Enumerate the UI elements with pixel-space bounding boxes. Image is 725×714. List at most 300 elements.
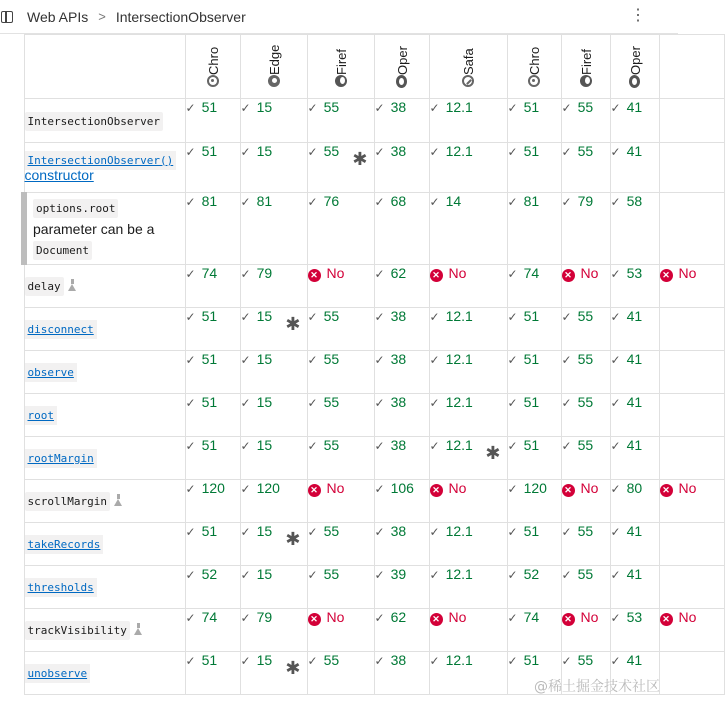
support-cell[interactable] — [561, 523, 610, 566]
check-icon: ✓ — [429, 353, 440, 367]
support-value: 12.1 — [445, 351, 473, 367]
support-cell[interactable] — [561, 99, 610, 143]
check-icon: ✓ — [429, 396, 440, 410]
support-cell[interactable] — [240, 308, 307, 351]
support-value: 15 — [256, 308, 273, 324]
check-icon: ✓ — [307, 439, 318, 453]
support-value: 55 — [577, 394, 594, 410]
feature-link[interactable]: thresholds — [25, 578, 97, 597]
support-cell[interactable] — [307, 652, 374, 695]
support-cell[interactable] — [240, 523, 307, 566]
support-value: 38 — [390, 143, 407, 159]
support-cell[interactable] — [610, 437, 659, 480]
support-cell[interactable] — [507, 523, 561, 566]
check-icon: ✓ — [507, 482, 518, 496]
check-icon: ✓ — [307, 396, 318, 410]
support-cell[interactable] — [374, 394, 429, 437]
check-icon: ✓ — [507, 654, 518, 668]
table-row — [24, 394, 724, 437]
support-cell[interactable] — [610, 308, 659, 351]
support-cell[interactable] — [659, 609, 724, 652]
support-value: 55 — [323, 143, 340, 159]
support-value: 120 — [201, 480, 225, 496]
support-value: 55 — [323, 351, 340, 367]
check-icon: ✓ — [610, 482, 621, 496]
support-value: 38 — [390, 394, 407, 410]
support-cell[interactable] — [507, 394, 561, 437]
feature-cell — [24, 566, 185, 609]
check-icon: ✓ — [610, 310, 621, 324]
check-icon: ✓ — [507, 353, 518, 367]
footnote-asterisk-icon: ✱ — [285, 529, 301, 549]
support-cell[interactable] — [429, 193, 507, 265]
support-cell[interactable] — [659, 308, 724, 351]
browser-header-5 — [507, 35, 561, 99]
breadcrumb-web-apis[interactable]: Web APIs — [27, 8, 89, 25]
support-cell[interactable] — [610, 394, 659, 437]
no-support-icon: ✕ — [660, 269, 673, 282]
support-cell[interactable] — [507, 143, 561, 193]
support-cell[interactable] — [185, 351, 240, 394]
support-value: 120 — [256, 480, 280, 496]
browser-header-row — [24, 35, 724, 99]
browser-header-3 — [374, 35, 429, 99]
feature-cell — [24, 609, 185, 652]
feature-cell — [24, 394, 185, 437]
browser-name: Firef — [333, 49, 349, 75]
support-cell[interactable] — [659, 652, 724, 695]
check-icon: ✓ — [374, 310, 385, 324]
support-value: 51 — [523, 351, 540, 367]
check-icon: ✓ — [240, 101, 251, 115]
support-cell[interactable] — [185, 193, 240, 265]
check-icon: ✓ — [561, 568, 572, 582]
table-row — [24, 437, 724, 480]
support-value: 55 — [577, 143, 594, 159]
support-value: 51 — [201, 99, 218, 115]
no-support-icon: ✕ — [660, 613, 673, 626]
support-value: 55 — [577, 566, 594, 582]
check-icon: ✓ — [307, 195, 318, 209]
opera-icon — [629, 75, 640, 88]
table-row — [24, 609, 724, 652]
support-value: 68 — [390, 193, 407, 209]
support-value: 41 — [626, 143, 643, 159]
support-cell[interactable] — [307, 523, 374, 566]
check-icon: ✓ — [610, 267, 621, 281]
support-cell[interactable] — [374, 652, 429, 695]
experimental-flask-icon — [114, 494, 123, 506]
support-value: 55 — [323, 566, 340, 582]
support-cell[interactable] — [429, 437, 507, 480]
browser-name: Chro — [527, 46, 542, 75]
support-value: 12.1 — [445, 394, 473, 410]
browser-name: Oper — [394, 46, 410, 75]
feature-cell — [24, 480, 185, 523]
check-icon: ✓ — [307, 568, 318, 582]
support-cell[interactable] — [374, 99, 429, 143]
feature-name: IntersectionObserver — [25, 112, 163, 131]
support-cell[interactable] — [610, 523, 659, 566]
no-support-icon: ✕ — [308, 484, 321, 497]
support-cell[interactable] — [429, 308, 507, 351]
support-cell[interactable] — [659, 480, 724, 523]
table-row — [24, 193, 724, 265]
feature-link[interactable]: rootMargin — [25, 449, 97, 468]
support-cell[interactable] — [374, 609, 429, 652]
support-cell[interactable] — [561, 193, 610, 265]
support-value: 15 — [256, 351, 273, 367]
support-cell[interactable] — [307, 193, 374, 265]
check-icon: ✓ — [307, 353, 318, 367]
experimental-flask-icon — [134, 623, 143, 635]
support-cell[interactable] — [240, 193, 307, 265]
check-icon: ✓ — [429, 439, 440, 453]
support-value: 15 — [256, 652, 273, 668]
check-icon: ✓ — [240, 310, 251, 324]
support-cell[interactable] — [307, 308, 374, 351]
support-cell[interactable] — [659, 523, 724, 566]
support-cell[interactable] — [185, 99, 240, 143]
support-cell[interactable] — [185, 480, 240, 523]
support-cell[interactable] — [240, 609, 307, 652]
support-cell[interactable] — [374, 351, 429, 394]
table-row — [24, 523, 724, 566]
support-cell[interactable] — [610, 265, 659, 308]
table-row — [24, 351, 724, 394]
check-icon: ✓ — [307, 310, 318, 324]
feature-link[interactable]: IntersectionObserver() — [25, 151, 177, 170]
support-cell[interactable] — [374, 143, 429, 193]
support-value: 55 — [577, 99, 594, 115]
browser-name: Chro — [205, 46, 221, 75]
no-support-icon: ✕ — [562, 484, 575, 497]
support-cell[interactable] — [185, 523, 240, 566]
check-icon: ✓ — [240, 396, 251, 410]
check-icon: ✓ — [374, 439, 385, 453]
support-cell[interactable] — [507, 193, 561, 265]
check-icon: ✓ — [429, 310, 440, 324]
feature-link[interactable]: observe — [25, 363, 77, 382]
support-cell[interactable] — [659, 566, 724, 609]
support-cell[interactable] — [240, 351, 307, 394]
support-cell[interactable] — [659, 265, 724, 308]
no-support-icon: ✕ — [430, 613, 443, 626]
support-cell[interactable] — [561, 308, 610, 351]
check-icon: ✓ — [507, 101, 518, 115]
feature-name: delay — [25, 277, 64, 296]
support-cell[interactable] — [240, 437, 307, 480]
support-cell[interactable] — [507, 265, 561, 308]
support-cell[interactable] — [240, 394, 307, 437]
table-row — [24, 308, 724, 351]
support-value: No — [678, 480, 697, 496]
check-icon: ✓ — [507, 611, 518, 625]
support-cell[interactable] — [659, 143, 724, 193]
support-value: 51 — [523, 394, 540, 410]
check-icon: ✓ — [610, 611, 621, 625]
feature-cell — [24, 99, 185, 143]
support-cell[interactable] — [374, 193, 429, 265]
support-value: 12.1 — [445, 143, 473, 159]
support-cell[interactable] — [659, 193, 724, 265]
feature-cell — [24, 308, 185, 351]
support-value: 55 — [323, 437, 340, 453]
support-cell[interactable] — [374, 265, 429, 308]
browser-compat-table — [21, 34, 725, 695]
check-icon: ✓ — [185, 525, 196, 539]
check-icon: ✓ — [507, 145, 518, 159]
support-value: 62 — [390, 265, 407, 281]
support-cell[interactable] — [429, 652, 507, 695]
support-cell[interactable] — [185, 609, 240, 652]
check-icon: ✓ — [374, 482, 385, 496]
support-value: 38 — [390, 351, 407, 367]
support-value: No — [448, 609, 467, 625]
check-icon: ✓ — [374, 396, 385, 410]
support-value: 51 — [523, 143, 540, 159]
support-cell[interactable] — [507, 609, 561, 652]
support-value: 55 — [323, 394, 340, 410]
check-icon: ✓ — [374, 353, 385, 367]
check-icon: ✓ — [307, 101, 318, 115]
support-cell[interactable] — [507, 351, 561, 394]
feature-name: scrollMargin — [25, 492, 110, 511]
support-cell[interactable] — [429, 480, 507, 523]
check-icon: ✓ — [429, 525, 440, 539]
table-row — [24, 566, 724, 609]
watermark: @稀土掘金技术社区 — [534, 679, 660, 695]
support-value: 79 — [577, 193, 594, 209]
check-icon: ✓ — [561, 101, 572, 115]
check-icon: ✓ — [240, 611, 251, 625]
support-cell[interactable] — [659, 99, 724, 143]
support-cell[interactable] — [374, 523, 429, 566]
support-value: 15 — [256, 523, 273, 539]
support-value: 53 — [626, 265, 643, 281]
support-cell[interactable] — [185, 566, 240, 609]
check-icon: ✓ — [374, 568, 385, 582]
support-cell[interactable] — [185, 308, 240, 351]
check-icon: ✓ — [561, 145, 572, 159]
feature-link-suffix[interactable]: constructor — [24, 166, 94, 183]
support-cell[interactable] — [240, 143, 307, 193]
check-icon: ✓ — [610, 654, 621, 668]
browser-name: Oper — [627, 46, 643, 75]
check-icon: ✓ — [429, 654, 440, 668]
support-cell[interactable] — [561, 566, 610, 609]
support-value: No — [580, 609, 599, 625]
support-cell[interactable] — [185, 265, 240, 308]
support-value: No — [580, 480, 599, 496]
feature-cell — [24, 265, 185, 308]
support-cell[interactable] — [307, 437, 374, 480]
feature-cell — [24, 351, 185, 394]
support-value: 81 — [523, 193, 540, 209]
support-cell[interactable] — [561, 351, 610, 394]
support-cell[interactable] — [185, 437, 240, 480]
support-cell[interactable] — [429, 523, 507, 566]
feature-link[interactable]: disconnect — [25, 320, 97, 339]
support-value: 52 — [201, 566, 218, 582]
chrome-icon — [207, 75, 219, 87]
support-cell[interactable] — [429, 609, 507, 652]
opera-icon — [396, 75, 407, 88]
check-icon: ✓ — [374, 654, 385, 668]
support-cell[interactable] — [507, 99, 561, 143]
check-icon: ✓ — [240, 353, 251, 367]
check-icon: ✓ — [185, 195, 196, 209]
feature-link[interactable]: root — [25, 406, 58, 425]
support-cell[interactable] — [429, 143, 507, 193]
check-icon: ✓ — [185, 439, 196, 453]
footnote-asterisk-icon: ✱ — [485, 443, 501, 463]
support-cell[interactable] — [240, 265, 307, 308]
support-cell[interactable] — [429, 566, 507, 609]
support-cell[interactable] — [610, 351, 659, 394]
support-cell[interactable] — [185, 652, 240, 695]
check-icon: ✓ — [610, 145, 621, 159]
support-cell[interactable] — [240, 566, 307, 609]
support-cell[interactable] — [610, 193, 659, 265]
compat-table-container[interactable] — [21, 34, 697, 698]
support-cell[interactable] — [507, 566, 561, 609]
check-icon: ✓ — [185, 396, 196, 410]
support-cell[interactable] — [374, 566, 429, 609]
support-value: 74 — [523, 609, 540, 625]
header-corner — [24, 35, 185, 99]
support-cell[interactable] — [240, 652, 307, 695]
check-icon: ✓ — [507, 568, 518, 582]
support-value: 38 — [390, 308, 407, 324]
support-cell[interactable] — [429, 265, 507, 308]
check-icon: ✓ — [507, 310, 518, 324]
support-cell[interactable] — [374, 437, 429, 480]
browser-name: Firef — [578, 49, 594, 75]
support-cell[interactable] — [561, 265, 610, 308]
support-cell[interactable] — [561, 437, 610, 480]
support-value: 41 — [626, 523, 643, 539]
support-cell[interactable] — [429, 99, 507, 143]
more-options-icon[interactable]: ⋮ — [630, 7, 646, 24]
support-cell[interactable] — [561, 143, 610, 193]
browser-header-8 — [659, 35, 724, 99]
support-cell[interactable] — [610, 143, 659, 193]
support-cell[interactable] — [307, 394, 374, 437]
feature-cell — [24, 523, 185, 566]
support-cell[interactable] — [561, 609, 610, 652]
check-icon: ✓ — [240, 195, 251, 209]
no-support-icon: ✕ — [562, 613, 575, 626]
check-icon: ✓ — [507, 396, 518, 410]
check-icon: ✓ — [307, 654, 318, 668]
edge-icon — [268, 75, 280, 87]
check-icon: ✓ — [507, 525, 518, 539]
support-cell[interactable] — [307, 143, 374, 193]
support-value: 74 — [201, 265, 218, 281]
support-value: 41 — [626, 351, 643, 367]
support-value: 15 — [256, 437, 273, 453]
support-value: No — [326, 265, 345, 281]
support-value: 15 — [256, 99, 273, 115]
support-cell[interactable] — [429, 394, 507, 437]
feature-name: Document — [33, 241, 92, 260]
support-value: 55 — [323, 652, 340, 668]
support-value: 55 — [577, 523, 594, 539]
support-cell[interactable] — [659, 394, 724, 437]
support-cell[interactable] — [307, 351, 374, 394]
feature-link[interactable]: unobserve — [25, 664, 91, 683]
check-icon: ✓ — [610, 353, 621, 367]
support-cell[interactable] — [307, 566, 374, 609]
support-cell[interactable] — [240, 99, 307, 143]
support-cell[interactable] — [185, 143, 240, 193]
support-value: 58 — [626, 193, 643, 209]
support-cell[interactable] — [185, 394, 240, 437]
support-value: 51 — [523, 652, 540, 668]
support-cell[interactable] — [507, 308, 561, 351]
support-value: 106 — [390, 480, 414, 496]
breadcrumb-bar — [0, 0, 678, 34]
support-cell[interactable] — [610, 99, 659, 143]
support-value: 53 — [626, 609, 643, 625]
support-cell[interactable] — [240, 480, 307, 523]
support-cell[interactable] — [610, 566, 659, 609]
support-value: 55 — [577, 351, 594, 367]
feature-name: options.root — [33, 199, 118, 218]
support-value: 51 — [201, 523, 218, 539]
browser-name: Edge — [266, 44, 282, 75]
check-icon: ✓ — [610, 101, 621, 115]
support-cell[interactable] — [307, 609, 374, 652]
support-cell[interactable] — [610, 480, 659, 523]
support-cell[interactable] — [507, 480, 561, 523]
check-icon: ✓ — [185, 267, 196, 281]
support-value: 55 — [323, 523, 340, 539]
support-value: 81 — [201, 193, 218, 209]
sidebar-toggle-icon[interactable] — [1, 11, 13, 23]
safari-icon — [462, 75, 474, 87]
support-cell[interactable] — [507, 437, 561, 480]
support-cell[interactable] — [374, 308, 429, 351]
feature-link[interactable]: takeRecords — [25, 535, 104, 554]
chrome-icon — [528, 75, 540, 87]
check-icon: ✓ — [561, 525, 572, 539]
check-icon: ✓ — [307, 525, 318, 539]
support-cell[interactable] — [659, 437, 724, 480]
check-icon: ✓ — [307, 145, 318, 159]
support-cell[interactable] — [659, 351, 724, 394]
support-cell[interactable] — [307, 265, 374, 308]
check-icon: ✓ — [610, 568, 621, 582]
support-value: No — [580, 265, 599, 281]
support-cell[interactable] — [561, 394, 610, 437]
check-icon: ✓ — [610, 396, 621, 410]
browser-header-4 — [429, 35, 507, 99]
support-cell[interactable] — [561, 480, 610, 523]
check-icon: ✓ — [374, 611, 385, 625]
support-cell[interactable] — [307, 99, 374, 143]
support-cell[interactable] — [610, 609, 659, 652]
support-value: 74 — [201, 609, 218, 625]
support-value: 55 — [577, 652, 594, 668]
support-cell[interactable] — [307, 480, 374, 523]
feature-cell — [24, 193, 185, 265]
check-icon: ✓ — [185, 145, 196, 159]
check-icon: ✓ — [610, 525, 621, 539]
support-cell[interactable] — [374, 480, 429, 523]
support-cell[interactable] — [429, 351, 507, 394]
